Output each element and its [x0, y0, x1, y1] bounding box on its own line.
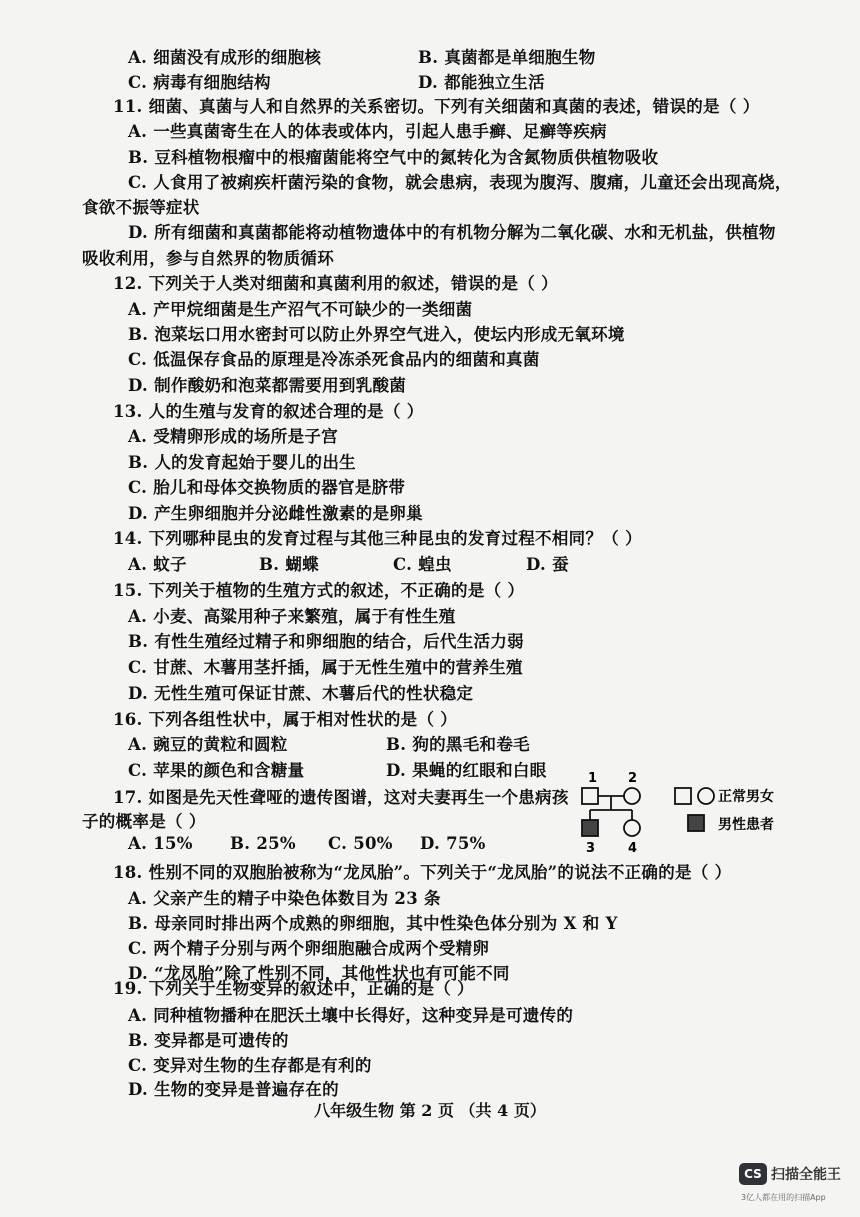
text-line-l2a: C. 病毒有细胞结构	[128, 73, 271, 92]
text-line-q11b: B. 豆科植物根瘤中的根瘤菌能将空气中的氮转化为含氮物质供植物吸收	[128, 148, 659, 167]
text-line-q14a: A. 蚊子	[128, 555, 187, 574]
text-line-q11d1: D. 所有细菌和真菌都能将动植物遗体中的有机物分解为二氧化碳、水和无机盐，供植物	[128, 223, 776, 242]
text-line-l2b: D. 都能独立生活	[418, 73, 545, 92]
pedigree-label-4: 4	[628, 841, 638, 856]
text-line-q16d: D. 果蝇的红眼和白眼	[386, 761, 547, 780]
text-line-q16: 16. 下列各组性状中，属于相对性状的是（ ）	[113, 710, 458, 729]
text-line-q16c: C. 苹果的颜色和含糖量	[128, 761, 305, 780]
text-line-q12b: B. 泡菜坛口用水密封可以防止外界空气进入，使坛内形成无氧环境	[128, 325, 625, 344]
legend-male-icon	[675, 788, 691, 804]
text-line-q17od: D. 75%	[420, 834, 486, 853]
text-line-q12a: A. 产甲烷细菌是生产沼气不可缺少的一类细菌	[128, 300, 473, 319]
pedigree-label-1: 1	[588, 771, 598, 786]
text-line-q15d: D. 无性生殖可保证甘蔗、木薯后代的性状稳定	[128, 684, 474, 703]
text-line-q11c1: C. 人食用了被痢疾杆菌污染的食物，就会患病，表现为腹泻、腹痛，儿童还会出现高烧，	[128, 173, 792, 192]
camscanner-logo-icon: CS	[739, 1163, 767, 1185]
text-line-q15c: C. 甘蔗、木薯用茎扦插，属于无性生殖中的营养生殖	[128, 658, 523, 677]
text-line-q19c: C. 变异对生物的生存都是有利的	[128, 1056, 372, 1075]
legend-patient-icon	[688, 815, 704, 831]
pedigree-label-3: 3	[586, 841, 596, 856]
text-line-q19: 19. 下列关于生物变异的叙述中，正确的是（ ）	[113, 979, 474, 998]
text-line-q17b: 子的概率是（ ）	[82, 812, 206, 831]
text-line-q17oa: A. 15%	[128, 834, 193, 853]
pedigree-female-normal-child	[624, 820, 640, 836]
legend-patient-label: 男性患者	[718, 817, 774, 833]
pedigree-chart	[570, 768, 840, 858]
pedigree-male-patient	[582, 820, 598, 836]
text-line-q16b: B. 狗的黑毛和卷毛	[386, 735, 530, 754]
text-line-q18a: A. 父亲产生的精子中染色体数目为 23 条	[128, 889, 441, 908]
pedigree-female-normal	[624, 788, 640, 804]
text-line-q17a: 17. 如图是先天性聋哑的遗传图谱，这对夫妻再生一个患病孩	[113, 788, 569, 807]
text-line-q14d: D. 蚕	[526, 555, 569, 574]
text-line-q15b: B. 有性生殖经过精子和卵细胞的结合，后代生活力弱	[128, 632, 524, 651]
text-line-q12c: C. 低温保存食品的原理是冷冻杀死食品内的细菌和真菌	[128, 350, 540, 369]
watermark-tagline: 3亿人都在用的扫描App	[741, 1193, 826, 1202]
pedigree-label-2: 2	[628, 771, 638, 786]
text-line-q14b: B. 蝴蝶	[259, 555, 319, 574]
text-line-q13a: A. 受精卵形成的场所是子宫	[128, 427, 338, 446]
text-line-q13c: C. 胎儿和母体交换物质的器官是脐带	[128, 478, 406, 497]
watermark-app-name: 扫描全能王	[771, 1167, 841, 1183]
text-line-q17oc: C. 50%	[328, 834, 393, 853]
text-line-q14c: C. 蝗虫	[393, 555, 452, 574]
text-line-q11: 11. 细菌、真菌与人和自然界的关系密切。下列有关细菌和真菌的表述，错误的是（ ）	[113, 97, 760, 116]
text-line-q12: 12. 下列关于人类对细菌和真菌利用的叙述，错误的是（ ）	[113, 274, 558, 293]
text-line-q13b: B. 人的发育起始于婴儿的出生	[128, 453, 356, 472]
text-line-q19a: A. 同种植物播种在肥沃土壤中长得好，这种变异是可遗传的	[128, 1006, 574, 1025]
text-line-q18: 18. 性别不同的双胞胎被称为“龙凤胎”。下列关于“龙凤胎”的说法不正确的是（ ）	[113, 863, 732, 882]
text-line-q15a: A. 小麦、高粱用种子来繁殖，属于有性生殖	[128, 607, 456, 626]
text-line-q13: 13. 人的生殖与发育的叙述合理的是（ ）	[113, 402, 424, 421]
text-line-q12d: D. 制作酸奶和泡菜都需要用到乳酸菌	[128, 376, 407, 395]
legend-normal-label: 正常男女	[718, 789, 774, 805]
page-footer: 八年级生物 第 2 页 （共 4 页）	[314, 1101, 546, 1120]
text-line-q11c2: 食欲不振等症状	[82, 198, 200, 217]
text-line-q15: 15. 下列关于植物的生殖方式的叙述，不正确的是（ ）	[113, 581, 525, 600]
text-line-q19b: B. 变异都是可遗传的	[128, 1031, 289, 1050]
text-line-l1b: B. 真菌都是单细胞生物	[418, 48, 596, 67]
text-line-q14: 14. 下列哪种昆虫的发育过程与其他三种昆虫的发育过程不相同？（ ）	[113, 529, 642, 548]
text-line-q11a: A. 一些真菌寄生在人的体表或体内，引起人患手癣、足癣等疾病	[128, 122, 607, 141]
text-line-q18c: C. 两个精子分别与两个卵细胞融合成两个受精卵	[128, 939, 490, 958]
text-line-q19d: D. 生物的变异是普遍存在的	[128, 1080, 339, 1099]
legend-female-icon	[698, 788, 714, 804]
text-line-q11d2: 吸收利用，参与自然界的物质循环	[82, 249, 334, 268]
text-line-q16a: A. 豌豆的黄粒和圆粒	[128, 735, 288, 754]
text-line-q18b: B. 母亲同时排出两个成熟的卵细胞，其中性染色体分别为 X 和 Y	[128, 914, 618, 933]
text-line-q17ob: B. 25%	[230, 834, 296, 853]
text-line-q13d: D. 产生卵细胞并分泌雌性激素的是卵巢	[128, 504, 423, 523]
pedigree-male-normal	[582, 788, 598, 804]
text-line-l1a: A. 细菌没有成形的细胞核	[128, 48, 322, 67]
text-line-q18d: D. “龙凤胎”除了性别不同，其他性状也有可能不同	[128, 964, 510, 983]
